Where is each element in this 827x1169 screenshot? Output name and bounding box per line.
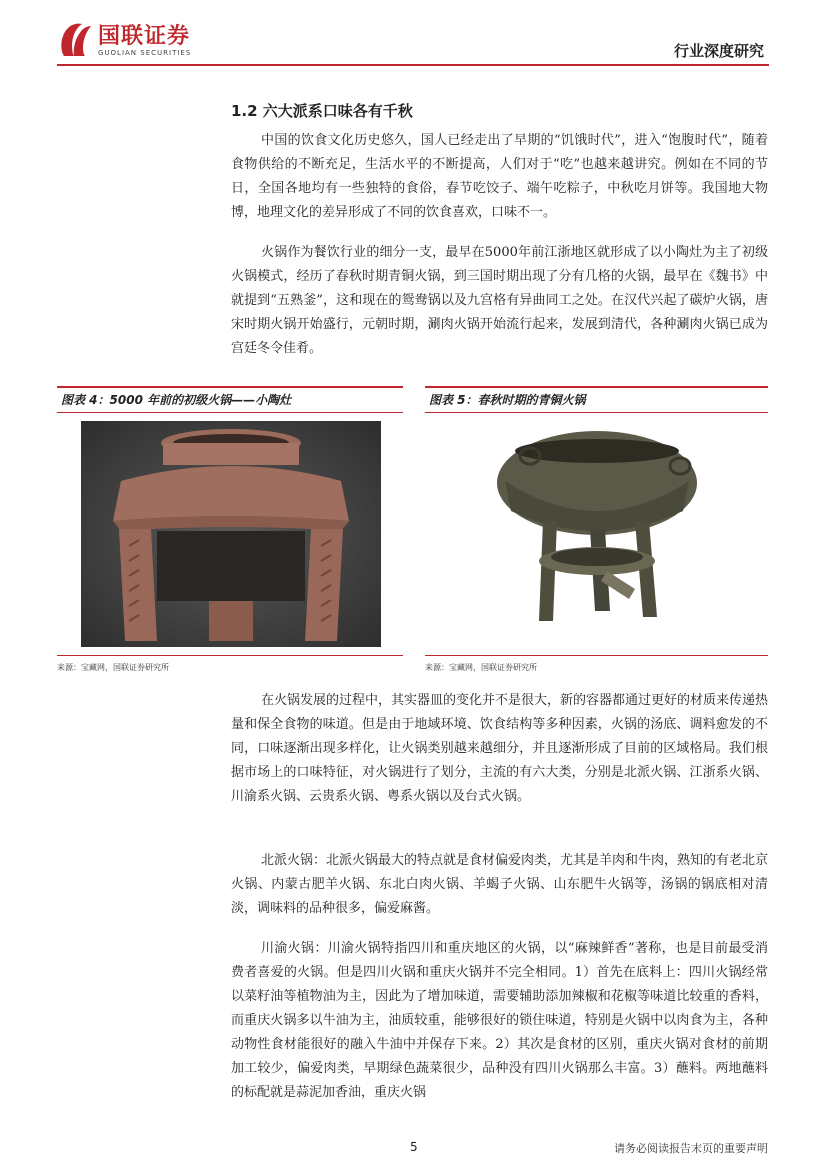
company-logo xyxy=(58,22,191,60)
figure-5 xyxy=(425,386,768,673)
report-type-label: 行业深度研究 xyxy=(673,42,764,60)
paragraph-regional-styles: 在火锅发展的过程中，其实器皿的变化并不是很大，新的容器都通过更好的材质来传递热量和保全食物的味道。但是由于地域环境、饮食结构等多种因素，火锅的汤底、调料愈发的不同，口味逐渐出现多样化，让火锅类别越来越细分，并且逐渐形成了目前的区域格局。我们根据市场上的口味特征，对火锅进行了划分，主流的有六大类，分别是北派火锅、江浙系火锅、川渝系火锅、云贵系火锅、粤系火锅以及台式火锅。 xyxy=(231,693,769,804)
clay-stove-illustration xyxy=(81,421,381,647)
figure-4-source: 来源：宝藏网，国联证券研究所 xyxy=(57,655,403,673)
paragraph-northern-hotpot: 北派火锅：北派火锅最大的特点就是食材偏爱肉类，尤其是羊肉和牛肉，熟知的有老北京火锅、内蒙古肥羊火锅、东北白肉火锅、羊蝎子火锅、山东肥牛火锅等，汤锅的锅底相对清淡，调味料的品种很多，偏爱麻酱。 xyxy=(231,853,769,916)
logo-english-name: GUOLIAN SECURITIES xyxy=(98,49,192,57)
section-title: 1.2 六大派系口味各有千秋 xyxy=(231,102,413,120)
paragraph-food-culture: 中国的饮食文化历史悠久，国人已经走出了早期的“饥饿时代”，进入“饱腹时代”，随着食物供给的不断充足，生活水平的不断提高，人们对于“吃”也越来越讲究。例如在不同的节日，全国各地均有一些独特的食俗，春节吃饺子、端午吃粽子，中秋吃月饼等。我国地大物博，地理文化的差异形成了不同的饮食喜欢，口味不一。 xyxy=(231,133,768,220)
page-number: 5 xyxy=(410,1140,418,1154)
logo-mark-icon xyxy=(58,22,92,60)
figure-4 xyxy=(57,386,403,673)
disclaimer-note: 请务必阅读报告末页的重要声明 xyxy=(614,1142,768,1155)
paragraph-sichuan-chongqing-hotpot: 川渝火锅：川渝火锅特指四川和重庆地区的火锅，以“麻辣鲜香”著称，也是目前最受消费者喜爱的火锅。但是四川火锅和重庆火锅并不完全相同。1）首先在底料上：四川火锅经常以菜籽油等植物油为主，因此为了增加味道，需要辅助添加辣椒和花椒等味道比较重的香料，而重庆火锅多以牛油为主，油质较重，能够很好的锁住味道，特别是火锅中以肉食为主，各种动物性食材能很好的融入牛油中并保存下来。2）其次是食材的区别，重庆火锅对食材的前期加工较少，偏爱肉类，早期绿色蔬菜很少，品种没有四川火锅那么丰富。3）蘸料。两地蘸料的标配就是蒜泥加香油，重庆火锅 xyxy=(231,941,768,1100)
paragraph-hotpot-history: 火锅作为餐饮行业的细分一支，最早在5000年前江浙地区就形成了以小陶灶为主了初级火锅模式，经历了春秋时期青铜火锅，到三国时期出现了分有几格的火锅，最早在《魏书》中就提到“五熟釜”，这和现在的鸳鸯锅以及九宫格有异曲同工之处。在汉代兴起了碳炉火锅，唐宋时期火锅开始盛行，元朝时期，涮肉火锅开始流行起来，发展到清代，各种涮肉火锅已成为宫廷冬令佳肴。 xyxy=(231,245,768,356)
figure-4-caption: 图表 4：5000 年前的初级火锅——小陶灶 xyxy=(57,386,403,413)
figure-5-source: 来源：宝藏网，国联证券研究所 xyxy=(425,655,768,673)
page-header xyxy=(0,0,827,70)
bronze-pot-illustration xyxy=(425,421,768,647)
header-divider xyxy=(57,64,769,66)
logo-chinese-name: 国联证券 xyxy=(98,24,191,49)
bronze-pot-image xyxy=(425,421,768,647)
figure-5-caption: 图表 5：春秋时期的青铜火锅 xyxy=(425,386,768,413)
clay-stove-image xyxy=(81,421,381,647)
